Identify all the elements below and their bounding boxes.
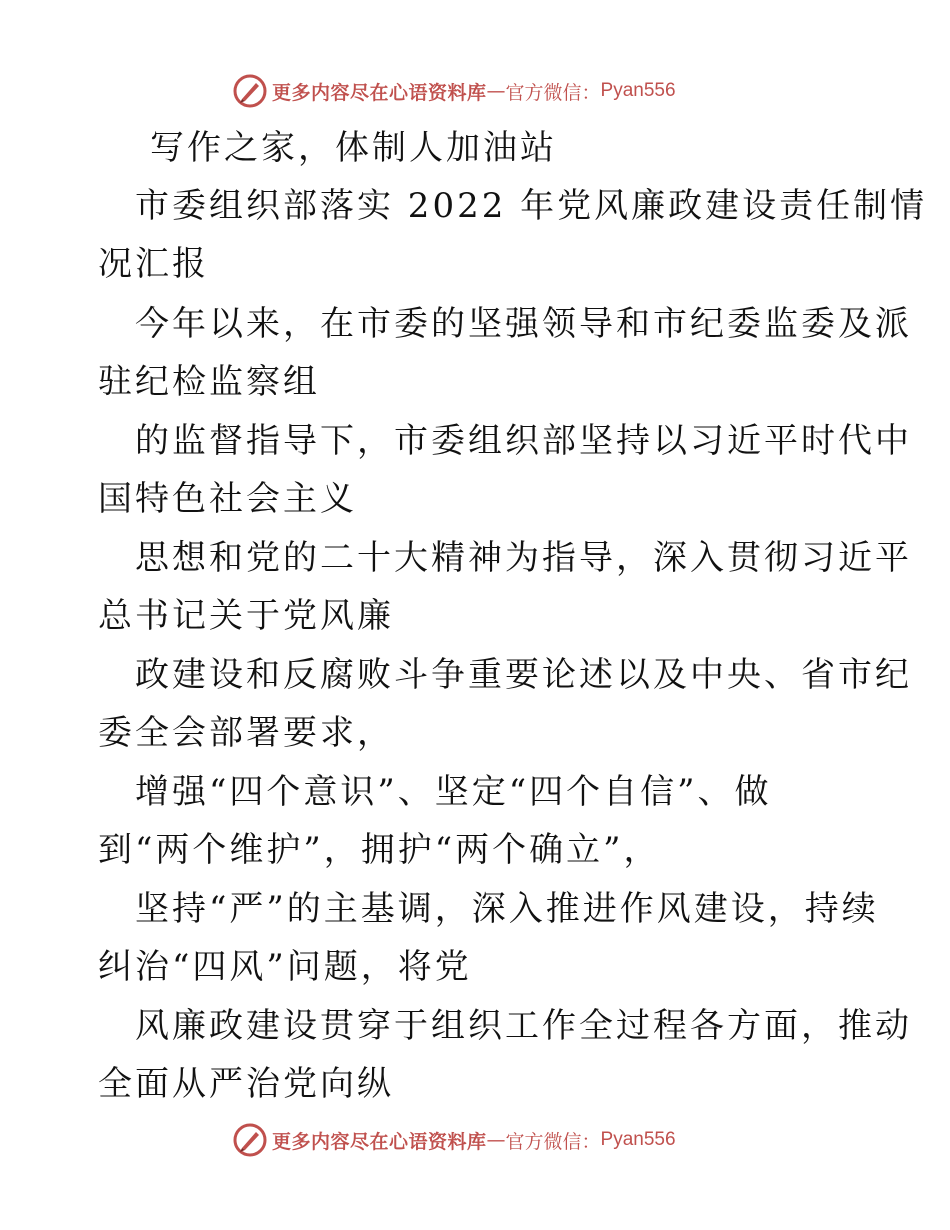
- doc-line: 思想和党的二十大精神为指导，深入贯彻习近平: [135, 538, 912, 578]
- doc-line: 到“两个维护”，拥护“两个确立”，: [98, 830, 661, 870]
- doc-line: 市委组织部落实 2022 年党风廉政建设责任制情: [135, 186, 928, 226]
- doc-line: 坚持“严”的主基调，深入推进作风建设，持续: [135, 889, 879, 929]
- header-watermark: [232, 71, 676, 111]
- watermark-text: 更多内容尽在心语资料库: [272, 81, 487, 104]
- watermark-wechat-id: Pyan556: [600, 1129, 676, 1150]
- watermark-wechat-label: 官方微信：: [505, 1130, 601, 1153]
- doc-line: 政建设和反腐败斗争重要论述以及中央、省市纪: [135, 655, 912, 695]
- doc-line: 今年以来，在市委的坚强领导和市纪委监委及派: [135, 304, 912, 344]
- doc-line: 驻纪检监察组: [98, 362, 320, 402]
- doc-line: 纠治“四风”问题，将党: [98, 947, 472, 987]
- watermark-wechat-label: 官方微信：: [505, 81, 601, 104]
- doc-line: 委全会部署要求，: [98, 713, 394, 753]
- quill-pen-logo-icon: [232, 73, 268, 109]
- doc-line: 总书记关于党风廉: [98, 596, 394, 636]
- doc-line: 的监督指导下，市委组织部坚持以习近平时代中: [135, 421, 912, 461]
- doc-line: 况汇报: [98, 244, 209, 284]
- watermark-separator: —: [486, 1129, 506, 1151]
- quill-pen-logo-icon: [232, 1122, 268, 1158]
- watermark-text: 更多内容尽在心语资料库: [272, 1130, 487, 1153]
- doc-line: 写作之家，体制人加油站: [150, 128, 557, 168]
- watermark-wechat-id: Pyan556: [600, 80, 676, 101]
- doc-line: 全面从严治党向纵: [98, 1064, 394, 1104]
- doc-line: 国特色社会主义: [98, 479, 357, 519]
- doc-line: 风廉政建设贯穿于组织工作全过程各方面，推动: [135, 1006, 912, 1046]
- footer-watermark: [232, 1120, 676, 1160]
- watermark-separator: —: [486, 80, 506, 102]
- doc-line: 增强“四个意识”、坚定“四个自信”、做: [135, 772, 772, 812]
